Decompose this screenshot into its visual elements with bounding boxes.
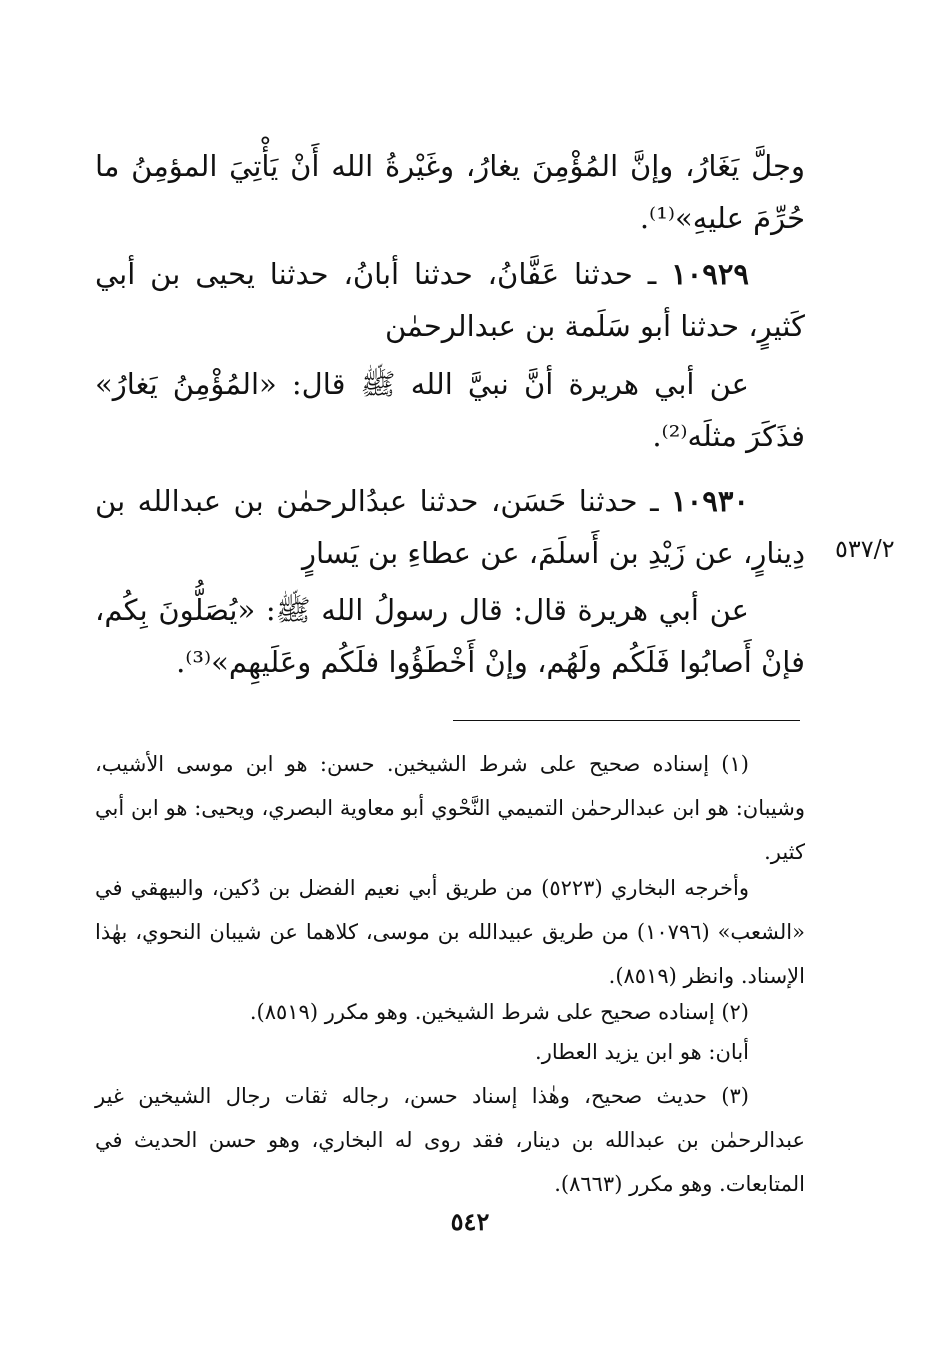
page-number: ٥٤٢ xyxy=(450,1207,490,1236)
footnote-2-continued xyxy=(95,1030,805,1074)
footnote-2 xyxy=(95,990,805,1034)
hadith-10930-matn xyxy=(95,584,805,688)
footnote-3 xyxy=(95,1074,805,1206)
matn-text: عن أبي هريرة أنَّ نبيَّ الله ﷺ قال: «المُؤْمِنُ يَغارُ» فذَكَرَ مثلَه⁽²⁾. xyxy=(95,367,805,453)
footnote-text: وأخرجه البخاري (٥٢٢٣) من طريق أبي نعيم الفضل بن دُكين، والبيهقي في «الشعب» (١٠٧٩٦) من طريق عبيدالله بن موسى، كلاهما عن شيبان النحوي، بهٰذا الإسناد. وانظر (٨٥١٩). xyxy=(95,876,805,988)
footnote-text: أبان: هو ابن يزيد العطار. xyxy=(535,1040,749,1064)
hadith-10930-isnad xyxy=(95,475,805,579)
hadith-10929-matn xyxy=(95,358,805,462)
hadith-number-10929: ١٠٩٢٩ xyxy=(671,257,749,291)
matn-text: عن أبي هريرة قال: قال رسولُ الله ﷺ: «يُصَلُّونَ بِكُم، فإنْ أَصابُوا فَلَكُم ولَهُم، وإنْ أَخْطَؤُوا فلَكُم وعَلَيهِم»⁽³⁾. xyxy=(95,593,805,679)
footnote-1-continued xyxy=(95,866,805,998)
hadith-10929-isnad xyxy=(95,248,805,352)
margin-reference: ٥٣٧/٢ xyxy=(835,535,895,563)
footnote-text: (١) إسناده صحيح على شرط الشيخين. حسن: هو ابن موسى الأشيب، وشيبان: هو ابن عبدالرحمٰن التميمي النَّحْوي أبو معاوية البصري، ويحيى: هو ابن أبي كثير. xyxy=(95,752,805,864)
isnad-text: ـ حدثنا حَسَن، حدثنا عبدُالرحمٰن بن عبدالله بن دِينارٍ، عن زَيْدِ بن أَسلَمَ، عن عطاءِ بن يَسارٍ xyxy=(95,484,805,570)
footnote-separator xyxy=(453,720,800,721)
footnote-text: (٢) إسناده صحيح على شرط الشيخين. وهو مكرر (٨٥١٩). xyxy=(249,1000,749,1024)
hadith-number-10930: ١٠٩٣٠ xyxy=(671,484,749,518)
continuation-paragraph xyxy=(95,140,805,244)
footnote-text: (٣) حديث صحيح، وهٰذا إسناد حسن، رجاله ثقات رجال الشيخين غير عبدالرحمٰن بن عبدالله بن دينار، فقد روى له البخاري، وهو حسن الحديث في المتابعات. وهو مكرر (٨٦٦٣). xyxy=(95,1084,805,1196)
isnad-text: ـ حدثنا عَفَّانُ، حدثنا أبانُ، حدثنا يحيى بن أبي كَثيرٍ، حدثنا أبو سَلَمة بن عبدالرحمٰن xyxy=(95,257,805,343)
continuation-text: وجلَّ يَغَارُ، وإنَّ المُؤْمِنَ يغارُ، وغَيْرةُ الله أَنْ يَأْتِيَ المؤمِنُ ما حُرِّمَ عليهِ»⁽¹⁾. xyxy=(95,149,805,235)
footnote-1 xyxy=(95,742,805,874)
